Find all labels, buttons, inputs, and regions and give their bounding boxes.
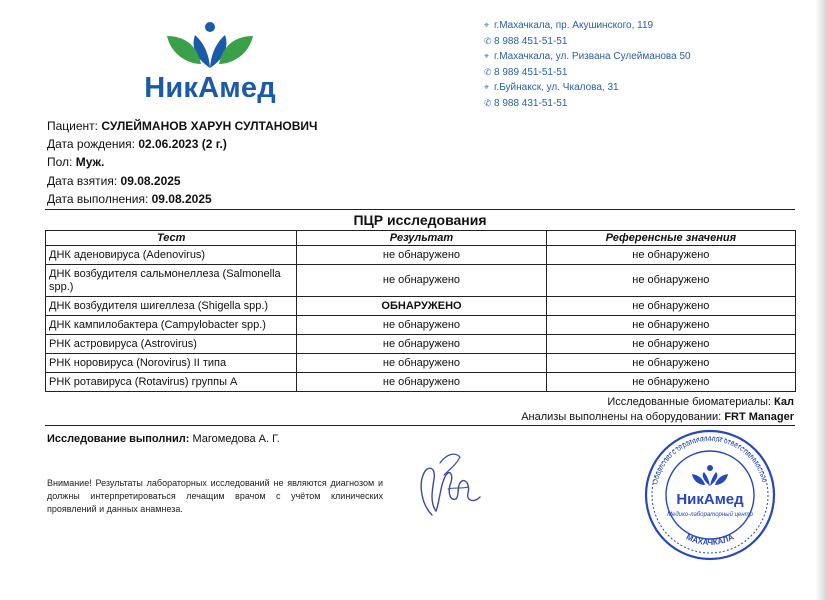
test-result: не обнаружено (297, 246, 546, 265)
phone-icon: ✆ (484, 35, 492, 46)
divider (45, 425, 795, 426)
test-name: РНК норовируса (Norovirus) II типа (46, 354, 297, 373)
header-test: Тест (46, 231, 297, 246)
stamp-logo-icon (692, 465, 728, 486)
test-result: не обнаружено (297, 373, 546, 392)
results-table (45, 230, 796, 392)
location-icon: ⌖ (484, 82, 490, 92)
contact-line: ✆ 8 989 451-51-51 (484, 65, 784, 81)
phone-icon: ✆ (484, 66, 492, 77)
test-name: ДНК возбудителя шигеллеза (Shigella spp.) (46, 297, 297, 316)
patient-info (47, 117, 317, 208)
disclaimer-note: Внимание! Результаты лабораторных исследований не являются диагнозом и должны интерпретироваться лечащим врачом с учётом клинических проявлений и данных анамнеза. (47, 478, 383, 514)
test-name: ДНК аденовируса (Adenovirus) (46, 246, 297, 265)
test-name: РНК астровируса (Astrovirus) (46, 335, 297, 354)
equipment-value: FRT Manager (724, 411, 794, 423)
reference-value: не обнаружено (546, 316, 795, 335)
test-name: ДНК возбудителя сальмонеллеза (Salmonella spp.) (46, 265, 297, 297)
sample-date: 09.08.2025 (120, 173, 181, 188)
test-result: не обнаружено (297, 316, 546, 335)
patient-name: СУЛЕЙМАНОВ ХАРУН СУЛТАНОВИЧ (101, 119, 318, 133)
table-row (46, 354, 796, 373)
stamp-subtitle: Медико-лабораторный центр (667, 512, 753, 518)
birth-date-row: Дата рождения: 02.06.2023 (2 г.) (47, 137, 227, 152)
clinic-stamp (643, 428, 777, 562)
equipment-row: Анализы выполнены на оборудовании: FRT Manager (521, 411, 794, 423)
test-result: не обнаружено (297, 354, 546, 373)
reference-value: не обнаружено (546, 354, 795, 373)
stamp-brand-name: НикАмед (676, 491, 744, 508)
biomaterial-block (521, 395, 794, 425)
table-row (46, 316, 796, 335)
contact-line: ⌖ г.Махачкала, ул. Ризвана Сулейманова 50 (484, 49, 784, 65)
contact-line: ✆ 8 988 431-51-51 (484, 96, 784, 112)
biomaterial-row: Исследованные биоматериалы: Кал (607, 396, 794, 408)
contact-line: ⌖ г.Махачкала, пр. Акушинского, 119 (484, 18, 784, 34)
signature-icon (410, 445, 490, 520)
logo-leaves-icon (165, 18, 255, 70)
location-icon: ⌖ (484, 51, 490, 61)
phone-icon: ✆ (484, 97, 492, 108)
performer-name: Магомедова А. Г. (192, 433, 280, 445)
test-result: не обнаружено (297, 335, 546, 354)
table-row (46, 373, 796, 392)
header-reference: Референсные значения (546, 231, 795, 246)
sex-value: Муж. (75, 155, 105, 170)
brand-name: НикАмед (144, 72, 276, 104)
reference-value: не обнаружено (546, 246, 795, 265)
header-result: Результат (297, 231, 546, 246)
stamp-ring-text: Общество с ограниченной ответственностью (652, 435, 768, 486)
test-name: РНК ротавируса (Rotavirus) группы А (46, 373, 297, 392)
completion-date: 09.08.2025 (151, 191, 212, 206)
table-row (46, 246, 796, 265)
reference-value: не обнаружено (546, 265, 795, 297)
contacts-block (484, 18, 784, 111)
stamp-city: МАХАЧКАЛА (684, 532, 736, 548)
patient-name-row: Пациент: СУЛЕЙМАНОВ ХАРУН СУЛТАНОВИЧ (47, 119, 318, 133)
table-row (46, 265, 796, 297)
test-result: не обнаружено (297, 265, 546, 297)
contact-line: ⌖ г.Буйнакск, ул. Чкалова, 31 (484, 80, 784, 96)
sample-date-row: Дата взятия: 09.08.2025 (47, 173, 181, 188)
test-result-positive: ОБНАРУЖЕНО (297, 297, 546, 316)
sex-row: Пол: Муж. (47, 155, 105, 170)
table-row (46, 335, 796, 354)
contact-line: ✆ 8 988 451-51-51 (484, 34, 784, 50)
location-icon: ⌖ (484, 20, 490, 30)
section-title: ПЦР исследования (353, 212, 487, 228)
table-row (46, 297, 796, 316)
reference-value: не обнаружено (546, 335, 795, 354)
completion-date-row: Дата выполнения: 09.08.2025 (47, 191, 212, 206)
test-name: ДНК кампилобактера (Campylobacter spp.) (46, 316, 297, 335)
reference-value: не обнаружено (546, 297, 795, 316)
performer-label: Исследование выполнил: (47, 433, 190, 445)
divider (45, 209, 795, 210)
reference-value: не обнаружено (546, 373, 795, 392)
brand-logo (140, 18, 280, 110)
table-header-row (46, 231, 796, 246)
page-edge-shadow (815, 0, 827, 600)
performer-row (47, 433, 280, 445)
birth-date: 02.06.2023 (2 г.) (138, 137, 227, 152)
biomaterial-value: Кал (774, 396, 794, 408)
